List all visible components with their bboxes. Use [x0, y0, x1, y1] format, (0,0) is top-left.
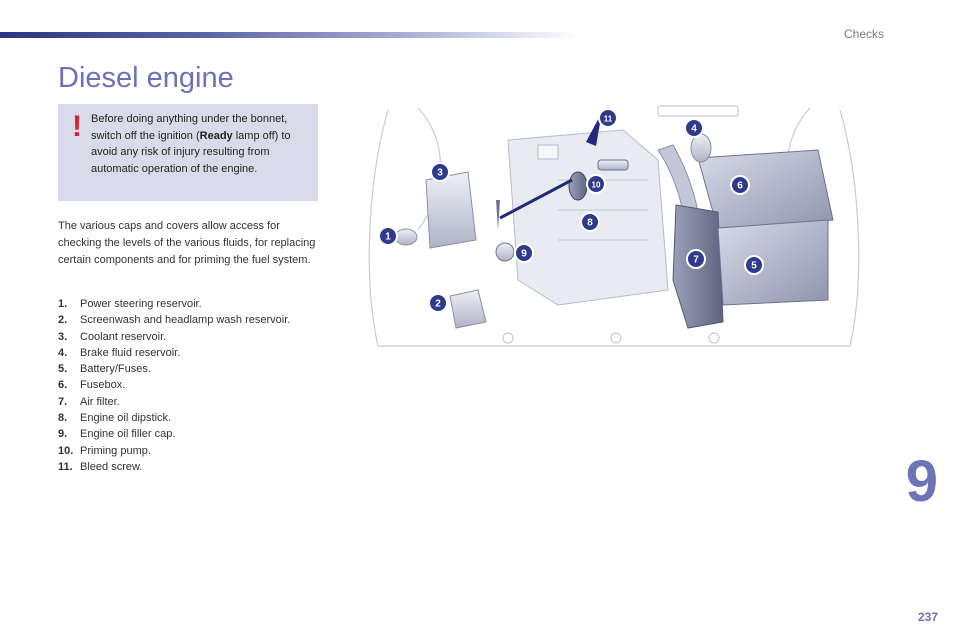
- legend-label: Coolant reservoir.: [80, 330, 167, 343]
- svg-text:9: 9: [521, 248, 527, 260]
- legend-item: [58, 459, 328, 475]
- callout-5: [745, 256, 763, 274]
- legend-number: 11.: [58, 460, 73, 473]
- legend-label: Brake fluid reservoir.: [80, 346, 181, 359]
- intro-paragraph: The various caps and covers allow access for checking the levels of the various fluids, for replacing certain components and for priming the fuel system.: [58, 220, 316, 266]
- legend-item: [58, 345, 328, 361]
- legend-item: [58, 361, 328, 377]
- header-gradient-bar: [0, 32, 580, 38]
- brake-fluid-reservoir: [691, 134, 711, 162]
- legend-number: 7.: [58, 395, 68, 408]
- legend-item: [58, 410, 328, 426]
- callout-11: [599, 109, 617, 127]
- engine-bay-diagram: [358, 100, 870, 348]
- legend-number: 2.: [58, 314, 68, 327]
- svg-text:5: 5: [751, 260, 757, 272]
- legend-number: 8.: [58, 412, 68, 425]
- callout-8: [581, 213, 599, 231]
- legend-label: Bleed screw.: [80, 460, 143, 473]
- svg-text:8: 8: [587, 217, 593, 229]
- legend-label: Screenwash and headlamp wash reservoir.: [80, 314, 291, 327]
- svg-text:2: 2: [435, 298, 441, 310]
- callout-1: [379, 227, 397, 245]
- callout-4: [685, 119, 703, 137]
- legend-number: 1.: [58, 298, 68, 310]
- legend-item: [58, 329, 328, 345]
- priming-pump: [569, 172, 587, 200]
- bleed-screw: [598, 160, 628, 170]
- callout-6: [731, 176, 749, 194]
- chapter-number: 9: [905, 449, 938, 514]
- callout-9: [515, 244, 533, 262]
- legend-label: Engine oil filler cap.: [80, 428, 176, 441]
- legend-item: [58, 296, 328, 312]
- svg-text:1: 1: [385, 231, 391, 243]
- svg-text:6: 6: [737, 180, 743, 192]
- engine-oil-dipstick: [496, 200, 500, 230]
- legend-number: 5.: [58, 363, 68, 376]
- warning-icon: !: [72, 110, 82, 143]
- warning-box: [58, 104, 318, 201]
- callout-10: [587, 175, 605, 193]
- svg-text:10: 10: [591, 180, 601, 190]
- legend-label: Air filter.: [80, 395, 120, 408]
- power-steering-reservoir: [395, 229, 417, 245]
- legend-number: 9.: [58, 428, 68, 441]
- legend-item: [58, 443, 328, 459]
- legend-label: Priming pump.: [80, 444, 151, 457]
- legend-number: 10.: [58, 444, 74, 457]
- svg-text:4: 4: [691, 123, 697, 135]
- legend-number: 3.: [58, 330, 68, 343]
- legend-number: 6.: [58, 379, 68, 392]
- legend-item: [58, 377, 328, 393]
- legend-label: Power steering reservoir.: [80, 298, 202, 310]
- engine-oil-filler-cap: [496, 243, 514, 261]
- legend-label: Engine oil dipstick.: [80, 412, 172, 425]
- ready-lamp-label: Ready: [199, 129, 233, 142]
- legend-label: Fusebox.: [80, 379, 126, 392]
- component-legend: [58, 296, 328, 475]
- legend-label: Battery/Fuses.: [80, 363, 151, 376]
- coolant-reservoir: [426, 172, 476, 248]
- battery-housing: [718, 220, 828, 305]
- legend-item: [58, 394, 328, 410]
- legend-number: 4.: [58, 346, 68, 359]
- callout-3: [431, 163, 449, 181]
- svg-text:7: 7: [693, 254, 699, 266]
- warning-text: Before doing anything under the bonnet, switch off the ignition (Ready lamp off) to avoid any risk of injury resulting from automatic operation of the engine.: [91, 113, 291, 175]
- screenwash-reservoir: [450, 290, 486, 328]
- callout-2: [429, 294, 447, 312]
- page-title: Diesel engine: [58, 62, 234, 94]
- page-number: 237: [917, 610, 938, 624]
- svg-text:3: 3: [437, 167, 443, 179]
- svg-text:11: 11: [603, 114, 613, 124]
- legend-item: [58, 312, 328, 328]
- callout-7: [687, 250, 705, 268]
- section-title: Checks: [843, 27, 884, 41]
- legend-item: [58, 426, 328, 442]
